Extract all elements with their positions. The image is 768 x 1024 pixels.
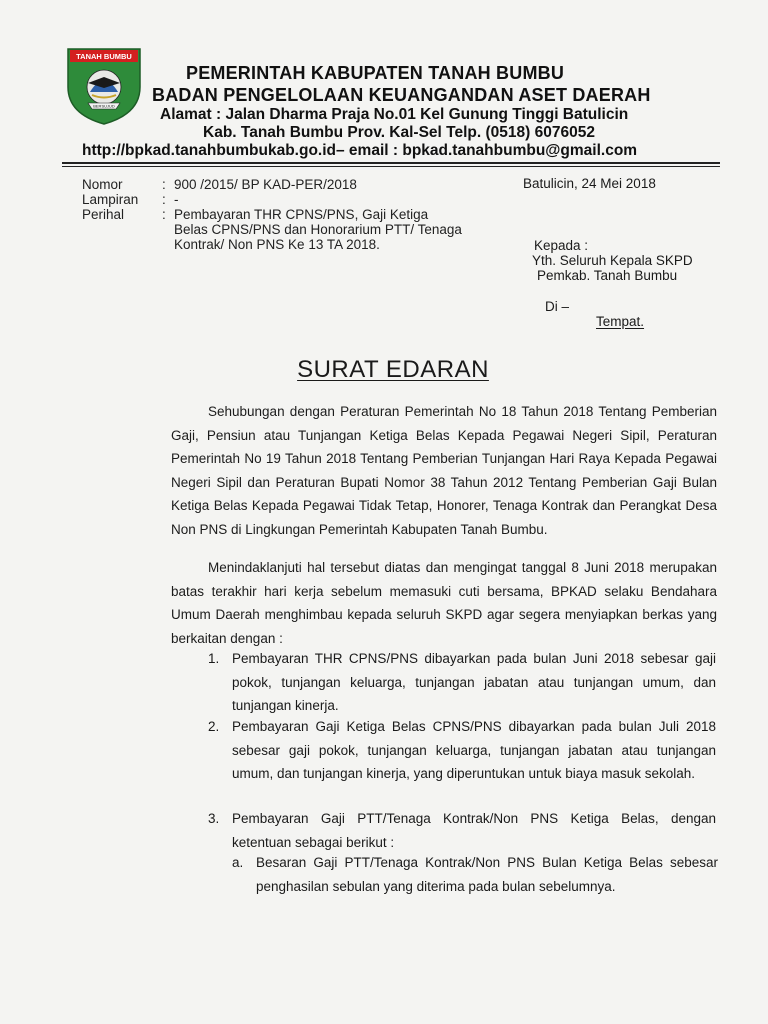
tempat-label: Tempat. [596,314,645,329]
logo-ribbon: BERSUJUD [93,103,115,109]
perihal-line: Kontrak/ Non PNS Ke 13 TA 2018. [174,237,380,252]
list-item: Pembayaran Gaji Ketiga Belas CPNS/PNS dibayarkan pada bulan Juli 2018 sebesar gaji pokok, tunjangan keluarga, tunjangan jabatan atau tunjangan umum, dan tunjangan kinerja, yang diperuntukan untuk biaya masuk sekolah. [232,719,716,782]
kepada-label: Kepada : [534,238,589,253]
list-item: Pembayaran THR CPNS/PNS dibayarkan pada bulan Juni 2018 sebesar gaji pokok, tunjangan keluarga, tunjangan jabatan atau tunjangan umum, dan tunjangan kinerja. [232,651,716,714]
lampiran-value: - [174,192,179,207]
logo-label: TANAH BUMBU [76,52,132,61]
di-label: Di – [545,299,570,314]
sublist-letter: a. [232,855,244,870]
nomor-label: Nomor [82,177,123,192]
list-number: 2. [208,719,220,734]
letterhead-rule [62,162,720,164]
gov-name: PEMERINTAH KABUPATEN TANAH BUMBU [186,63,565,83]
body-paragraph: Sehubungan dengan Peraturan Pemerintah No 18 Tahun 2018 Tentang Pemberian Gaji, Pensiun atau Tunjangan Ketiga Belas Kepada Pegawai Negeri Sipil, Peraturan Pemerintah No 19 Tahun 2018 Tentang Pemberian Tunjangan Hari Raya Kepada Pegawai Negeri Sipil dan Peraturan Bupati Nomor 38 Tahun 2012 Tentang Pemberian Gaji Bulan Ketiga Belas Kepada Pegawai Tidak Tetap, Honorer, Tenaga Kontrak dan Perangkat Desa Non PNS di Lingkungan Pemerintah Kabupaten Tanah Bumbu. [171,404,717,537]
perihal-line: Pembayaran THR CPNS/PNS, Gaji Ketiga [174,207,429,222]
list-number: 3. [208,811,220,826]
region-phone-line: Kab. Tanah Bumbu Prov. Kal-Sel Telp. (0518) 6076052 [203,124,595,141]
nomor-colon: : [162,177,166,192]
nomor-value: 900 /2015/ BP KAD-PER/2018 [174,177,357,192]
perihal-colon: : [162,207,166,222]
letter-date: Batulicin, 24 Mei 2018 [523,176,656,191]
body-paragraph: Menindaklanjuti hal tersebut diatas dan mengingat tanggal 8 Juni 2018 merupakan batas terakhir hari kerja sebelum memasuki cuti bersama, BPKAD selaku Bendahara Umum Daerah menghimbau kepada seluruh SKPD agar segera menyiapkan berkas yang berkaitan dengan : [171,560,717,646]
recipient-line: Pemkab. Tanah Bumbu [537,268,678,283]
list-item: Pembayaran Gaji PTT/Tenaga Kontrak/Non PNS Ketiga Belas, dengan ketentuan sebagai berikut : [232,811,716,850]
agency-name: BADAN PENGELOLAAN KEUANGANDAN ASET DAERAH [152,85,651,105]
tanah-bumbu-logo [66,47,142,125]
recipient-line: Yth. Seluruh Kepala SKPD [532,253,693,268]
lampiran-colon: : [162,192,166,207]
perihal-line: Belas CPNS/PNS dan Honorarium PTT/ Tenaga [174,222,462,237]
lampiran-label: Lampiran [82,192,139,207]
perihal-label: Perihal [82,207,125,222]
letterhead-rule-thin [62,166,720,167]
list-number: 1. [208,651,220,666]
address-line: Alamat : Jalan Dharma Praja No.01 Kel Gunung Tinggi Batulicin [160,106,629,123]
document-title: SURAT EDARAN [297,356,489,383]
web-email-line: http://bpkad.tanahbumbukab.go.id– email : bpkad.tanahbumbu@gmail.com [82,142,638,159]
sublist-item: Besaran Gaji PTT/Tenaga Kontrak/Non PNS Bulan Ketiga Belas sebesar penghasilan sebulan yang diterima pada bulan sebelumnya. [256,855,718,894]
